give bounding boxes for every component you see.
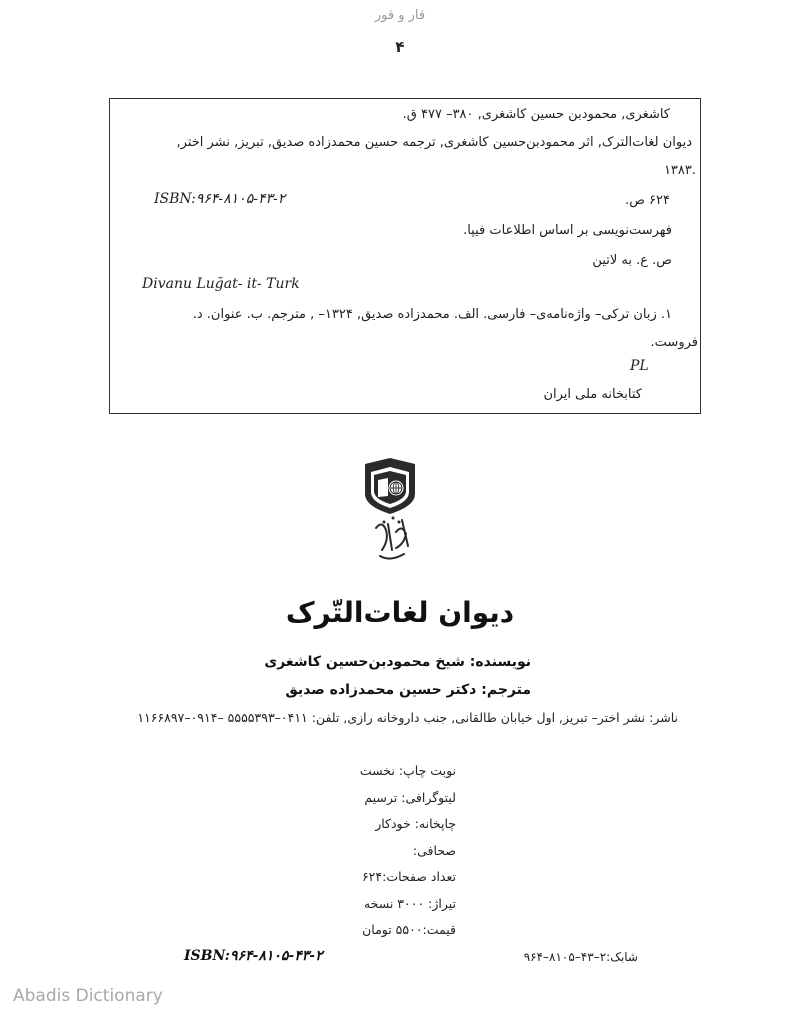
- footer-isbn: ISBN:۹۶۴-۸۱۰۵-۴۳-۲: [184, 948, 323, 964]
- cip-latin-title: Divanu Luğat- it- Turk: [142, 276, 300, 292]
- cip-pages: ۶۲۴ ص.: [625, 193, 670, 208]
- spec-lithography: لیتوگرافی: ترسیم: [364, 789, 456, 805]
- cip-subjects-line: ۱. زبان ترکی– واژه‌نامه‌ی– فارسی. الف. محمدزاده صدیق, ۱۳۲۴– , مترجم. ب. عنوان. د.: [192, 307, 672, 322]
- cip-fipa-note: فهرست‌نویسی بر اساس اطلاعات فیپا.: [463, 223, 672, 238]
- spec-circulation: تیراژ: ۳۰۰۰ نسخه: [363, 895, 456, 911]
- publisher-info: ناشر: نشر اختر– تبریز, اول خیابان طالقانی, جنب داروخانه رازی, تلفن: ۰۴۱۱–۵۵۵۵۳۹۳ –۰۹۱۴–۱۱۶۶۸۹۷: [137, 710, 678, 725]
- spec-page-count: تعداد صفحات:۶۲۴: [361, 869, 456, 884]
- cip-series-line: فروست.: [650, 335, 698, 350]
- spec-price: قیمت:۵۵۰۰ تومان: [362, 922, 456, 937]
- cip-isbn: ISBN:۹۶۴-۸۱۰۵-۴۳-۲: [154, 191, 286, 207]
- book-title: دیوان لغات‌التّرک: [285, 596, 515, 629]
- cip-author-line: کاشغری, محمودبن حسین کاشغری, ۳۸۰– ۴۷۷ ق.: [402, 107, 670, 122]
- spec-printing-house: چاپخانه: خودکار: [375, 816, 456, 831]
- footer-shabak: شابک:۲–۴۳–۸۱۰۵–۹۶۴: [523, 950, 638, 964]
- print-specs: [256, 762, 456, 948]
- spec-binding: صحافی:: [412, 842, 456, 858]
- author-credit: نویسنده: شیخ محمودبن‌حسین کاشغری: [264, 654, 531, 670]
- watermark: Abadis Dictionary: [13, 986, 163, 1006]
- translator-credit: مترجم: دکتر حسین محمدزاده صدیق: [285, 682, 531, 698]
- cip-classification: PL: [630, 358, 649, 374]
- page-number: ۴: [395, 38, 405, 56]
- site-title: قار و قور: [374, 8, 426, 23]
- spec-print-run: نوبت چاپ: نخست: [359, 763, 456, 778]
- cip-latin-note: ص. ع. به لاتین: [592, 253, 672, 268]
- cip-year-line: ۱۳۸۳.: [663, 163, 696, 178]
- publisher-logo: [362, 458, 418, 566]
- cip-title-line: دیوان لغات‌الترک, اثر محمودبن‌حسین کاشغری, ترجمه حسین محمدزاده صدیق, تبریز, نشر اختر,: [176, 135, 692, 150]
- cip-library: کتابخانه ملی ایران: [543, 387, 642, 402]
